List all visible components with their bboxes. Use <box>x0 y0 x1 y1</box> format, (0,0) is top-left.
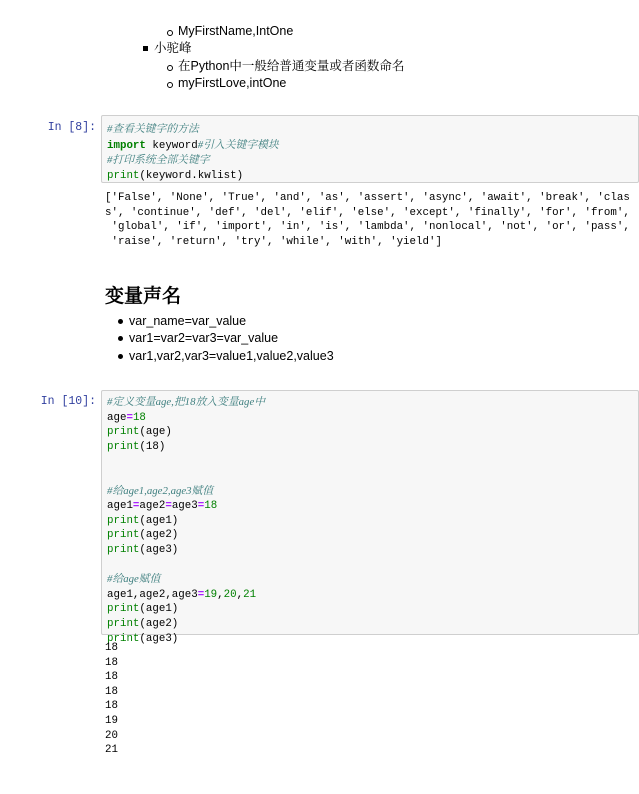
code-line[interactable] <box>107 602 638 617</box>
output-line: s', 'continue', 'def', 'del', 'elif', 'else', 'except', 'finally', 'for', 'from', <box>105 206 630 219</box>
output-line: 21 <box>105 744 118 757</box>
cell-8-output <box>105 191 630 249</box>
code-token: age1 <box>107 500 133 513</box>
output-line: 18 <box>105 671 118 684</box>
code-token: print <box>107 617 140 630</box>
code-token: print <box>107 632 140 645</box>
disc-bullet-icon <box>118 336 123 341</box>
code-line[interactable] <box>107 514 638 529</box>
list-item-camel-desc: 在Python中一般给普通变量或者函数命名 <box>178 59 405 73</box>
code-token: 18 <box>132 411 146 424</box>
code-line[interactable] <box>107 122 638 138</box>
code-comment: #查看关键字的方法 <box>107 123 199 135</box>
code-comment: #定义变量age,把18放入变量age中 <box>107 396 266 408</box>
code-token: = <box>126 411 133 424</box>
code-comment: #打印系统全部关键字 <box>107 154 210 167</box>
code-line[interactable] <box>107 558 638 573</box>
code-token: print <box>107 529 140 542</box>
code-token: (age3) <box>139 543 179 556</box>
code-token: 19 <box>204 588 218 601</box>
code-line[interactable] <box>107 528 638 543</box>
code-token: (age) <box>139 426 172 439</box>
code-token: = <box>197 500 205 513</box>
cell-8-prompt: In [8]: <box>47 121 96 134</box>
code-line[interactable] <box>107 440 638 455</box>
code-line[interactable] <box>107 425 638 440</box>
code-line[interactable] <box>107 588 638 603</box>
list-item-myfirstlove: myFirstLove,intOne <box>178 76 287 90</box>
code-token: (keyword.kwlist) <box>139 169 244 182</box>
output-line: 18 <box>105 685 118 698</box>
output-line: 'raise', 'return', 'try', 'while', 'with', 'yield'] <box>105 235 442 248</box>
code-line[interactable] <box>107 617 638 632</box>
code-line[interactable] <box>107 153 638 169</box>
code-token: (18) <box>139 440 166 453</box>
code-token: print <box>107 440 140 453</box>
code-token: (age1) <box>139 603 179 616</box>
code-line[interactable] <box>107 572 638 588</box>
code-token: = <box>197 588 205 601</box>
cell-10-output <box>105 641 118 758</box>
code-token: , <box>217 588 224 601</box>
code-line[interactable] <box>107 138 638 154</box>
code-line[interactable] <box>107 499 638 514</box>
output-line: 19 <box>105 714 118 727</box>
code-token: 20 <box>223 588 237 601</box>
code-token: print <box>107 514 140 527</box>
code-token: print <box>107 426 140 439</box>
code-line[interactable] <box>107 411 638 426</box>
code-token: age2 <box>139 500 166 513</box>
list-item-camel: 小驼峰 <box>154 41 192 55</box>
list-item: var1,var2,var3=value1,value2,value3 <box>129 349 334 363</box>
code-token: 18 <box>204 500 218 513</box>
code-line[interactable] <box>107 484 638 500</box>
code-line[interactable] <box>107 395 638 411</box>
code-token: (age2) <box>139 617 179 630</box>
code-token: (age2) <box>139 529 179 542</box>
output-line: 18 <box>105 656 118 669</box>
list-item-myfirstname: MyFirstName,IntOne <box>178 24 294 38</box>
output-line: 'global', 'if', 'import', 'in', 'is', 'lambda', 'nonlocal', 'not', 'or', 'pass', <box>105 221 630 234</box>
output-line: 20 <box>105 729 118 742</box>
code-line[interactable] <box>107 169 638 184</box>
code-comment: #给age1,age2,age3赋值 <box>107 484 214 497</box>
code-comment: #给age赋值 <box>107 573 161 586</box>
code-token: keyword <box>145 139 198 152</box>
code-comment: #引入关键字模块 <box>197 138 279 151</box>
code-token: (age3) <box>139 632 179 645</box>
code-token: = <box>132 500 140 513</box>
code-line[interactable] <box>107 469 638 484</box>
code-token: age1,age2,age3 <box>107 588 198 601</box>
disc-bullet-icon <box>118 354 123 359</box>
code-token: import <box>107 139 146 152</box>
code-token: age3 <box>171 500 198 513</box>
output-line: 18 <box>105 700 118 713</box>
code-token: print <box>107 169 140 182</box>
circle-bullet-icon <box>167 30 173 36</box>
circle-bullet-icon <box>167 65 173 71</box>
code-token: 21 <box>243 588 257 601</box>
code-line[interactable] <box>107 632 638 647</box>
code-token: (age1) <box>139 514 179 527</box>
section-heading: 变量声名 <box>105 286 182 307</box>
cell-10-prompt: In [10]: <box>40 395 96 408</box>
code-token: print <box>107 543 140 556</box>
output-line: ['False', 'None', 'True', 'and', 'as', 'assert', 'async', 'await', 'break', 'clas <box>105 192 630 204</box>
cell-10-code[interactable] <box>102 391 638 646</box>
cell-8-code[interactable] <box>102 116 638 183</box>
list-item: var1=var2=var3=var_value <box>129 331 279 345</box>
output-line: 18 <box>105 642 118 654</box>
code-token: , <box>236 588 244 601</box>
disc-bullet-icon <box>118 319 123 324</box>
code-token: = <box>165 500 172 513</box>
list-item: var_name=var_value <box>129 314 247 328</box>
code-line[interactable] <box>107 543 638 558</box>
circle-bullet-icon <box>167 82 173 88</box>
cell-8-code-editor[interactable] <box>101 115 639 183</box>
code-token: age <box>107 411 127 424</box>
code-line[interactable] <box>107 454 638 469</box>
code-token: print <box>107 603 140 616</box>
square-bullet-icon <box>143 46 148 51</box>
cell-10-code-editor[interactable] <box>101 390 639 645</box>
